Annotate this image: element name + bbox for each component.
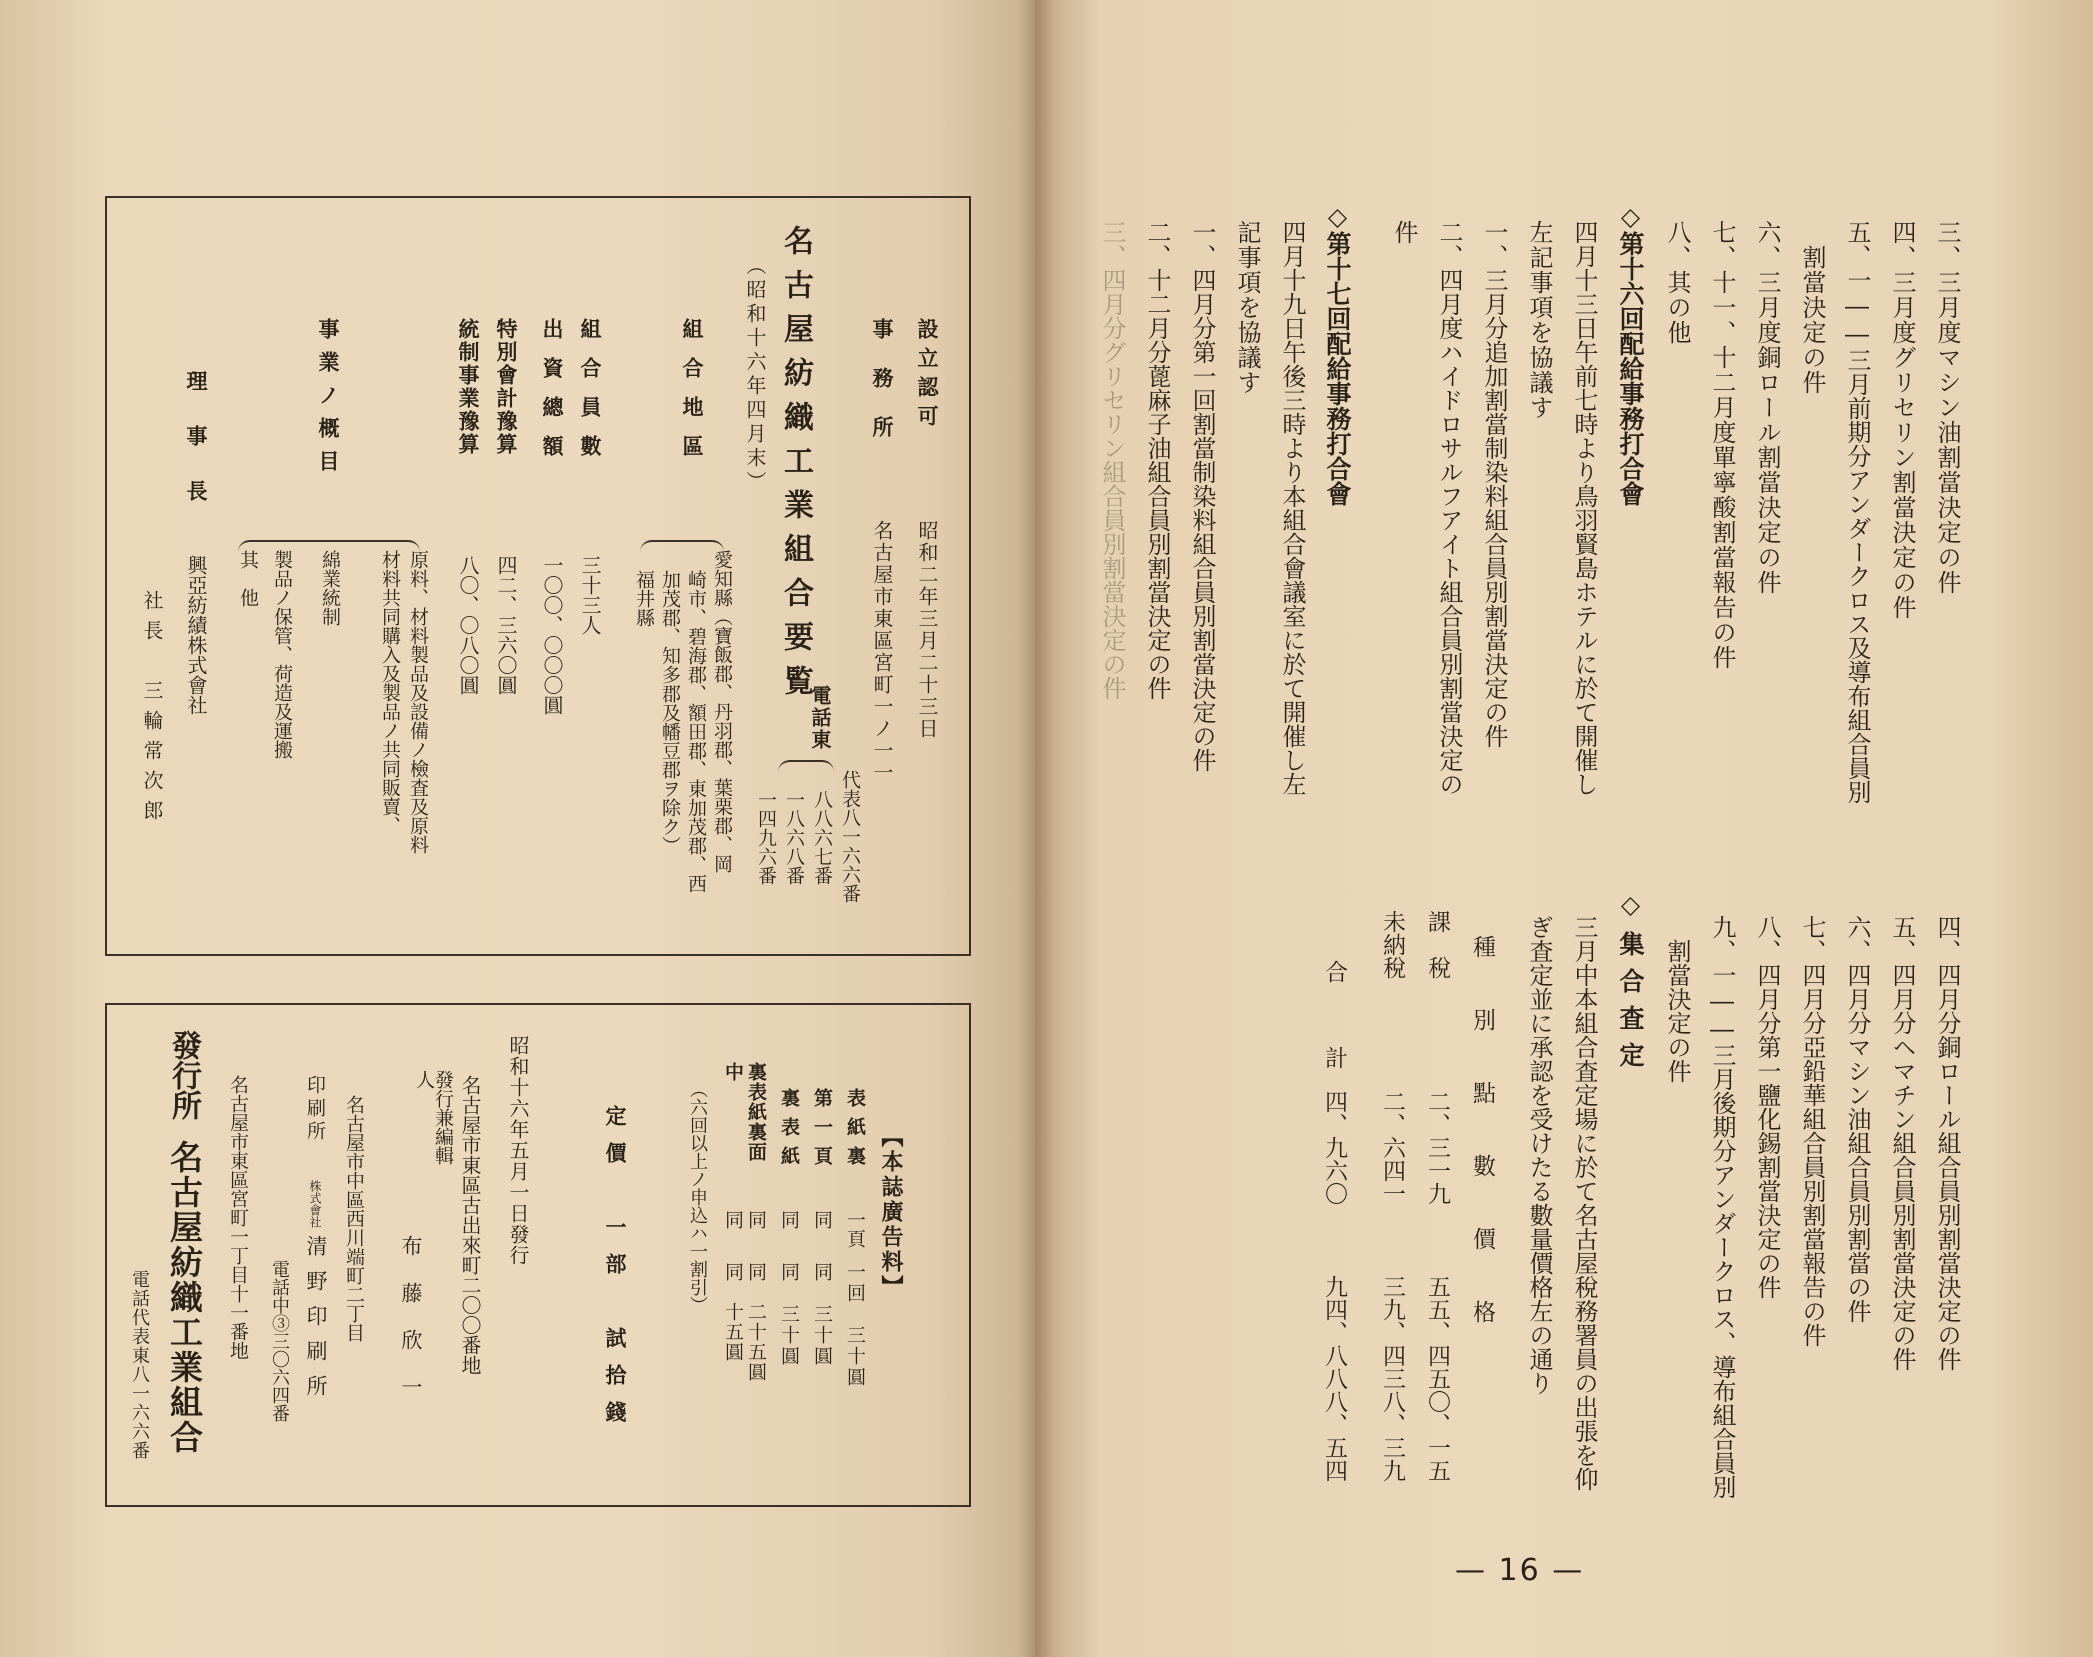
issuer-label: 發行所 <box>166 1030 201 1120</box>
label-capital: 出資總額 <box>540 318 565 474</box>
label-chairman: 理事長 <box>184 370 209 535</box>
right-line: 左記事項を協議す <box>1525 220 1553 420</box>
brace-district <box>640 540 724 552</box>
right-line: 五、一――三月前期分アンダークロス及導布組合員別 <box>1843 220 1871 804</box>
ads-title: 【本誌廣告料】 <box>878 1125 904 1300</box>
ad-size-2: 同 <box>811 1210 833 1229</box>
tax-header-cell: 價 <box>1469 1227 1495 1250</box>
editor-label: 發行兼編輯人 <box>413 1070 454 1165</box>
tax-kind: 課 稅 <box>1424 910 1450 979</box>
ad-item-1: 表紙裏 <box>844 1088 866 1175</box>
printer-name: 清野印刷所 <box>304 1235 328 1410</box>
tax-header-cell: 格 <box>1469 1300 1495 1323</box>
tax-price: 九四、八八八、五四 <box>1321 1275 1347 1482</box>
printer-label: 印刷所 <box>304 1075 326 1144</box>
right-line: 六、四月分マシン油組合員別割當の件 <box>1843 915 1871 1323</box>
tax-header-cell: 種 <box>1469 935 1495 958</box>
label-members: 組合員數 <box>578 318 603 474</box>
right-line: 六、三月度銅ロール割當決定の件 <box>1753 220 1781 595</box>
label-district: 組合地區 <box>680 318 705 474</box>
brace-business <box>238 540 420 552</box>
value-business-4: 製品ノ保管、荷造及運搬 <box>271 550 293 759</box>
value-district-5: 福井縣 <box>633 570 655 627</box>
ad-price-1: 一回 三十圓 <box>844 1262 866 1388</box>
right-line: 四月十三日午前七時より鳥羽賢島ホテルに於て開催し <box>1570 220 1598 796</box>
value-control-budget: 八〇、〇八〇圓 <box>456 555 480 695</box>
book-gutter <box>1018 0 1054 1657</box>
ad-price-4: 同 二十五圓 <box>745 1262 767 1382</box>
label-phone: 電話東 <box>808 685 832 751</box>
ad-size-5: 同 <box>722 1210 744 1229</box>
publisher-address: 名古屋市東區古出來町二〇〇番地 <box>458 1075 482 1375</box>
tax-kind: 未納稅 <box>1379 910 1405 979</box>
tax-price: 三九、四三八、三九 <box>1379 1275 1405 1482</box>
tax-header-cell: 數 <box>1469 1154 1495 1177</box>
value-business-2: 材料共同購入及製品ノ共同販賣、 <box>379 550 401 835</box>
value-district-3: 加茂郡、知多郡及幡豆郡ヲ除ク） <box>659 570 681 855</box>
right-line: 割當決定の件 <box>1663 915 1691 1083</box>
right-line: 五、四月分ヘマチン組合員別割當決定の件 <box>1888 915 1916 1371</box>
summary-subtitle: （昭和十六年四月末） <box>743 255 767 495</box>
value-members: 三十三人 <box>578 555 602 635</box>
value-capital: 一〇〇、〇〇〇圓 <box>540 555 564 715</box>
right-line: 一、四月分第一回割當制染料組合員別割當決定の件 <box>1188 220 1216 772</box>
section-heading-assessment: ◇集合査定 <box>1616 890 1645 1079</box>
ad-item-3: 裏表紙 <box>778 1088 800 1175</box>
label-control-budget: 統制事業豫算 <box>456 318 481 456</box>
value-phone-3: 一八六八番 <box>783 790 805 885</box>
value-chairman-company: 興亞紡績株式會社 <box>184 555 208 715</box>
ad-price-3: 同 三十圓 <box>778 1262 800 1367</box>
right-line: 一、三月分追加割當制染料組合員別割當決定の件 <box>1480 220 1508 748</box>
right-line: 四、三月度グリセリン割當決定の件 <box>1888 220 1916 620</box>
tax-header-cell: 點 <box>1469 1081 1495 1104</box>
value-district-2: 崎市、碧海郡、額田郡、東加茂郡、西 <box>685 570 707 893</box>
right-line: 七、十一、十二月度單寧酸割當報告の件 <box>1708 220 1736 670</box>
tax-kind: 合 計 <box>1321 960 1347 1089</box>
value-special-budget: 四二、三六〇圓 <box>494 555 518 695</box>
right-line: 八、四月分第一鹽化錫割當決定の件 <box>1753 915 1781 1299</box>
brace-phone <box>778 760 834 772</box>
ad-size-3: 同 <box>778 1210 800 1229</box>
issuer-name: 名古屋紡織工業組合 <box>165 1140 204 1455</box>
right-line: 二、四月度ハイドロサルフアイト組合員別割當決定の <box>1435 220 1463 796</box>
right-line-faded: 三、四月分グリセリン組合員別割當決定の件 <box>1098 220 1126 700</box>
editor-name: 布藤欣一 <box>399 1235 423 1423</box>
colophon-date: 昭和十六年五月一日發行 <box>506 1035 530 1266</box>
value-business-5: 其 他 <box>237 550 259 607</box>
tax-points: 二、三一九 <box>1424 1090 1450 1205</box>
right-line: 七、四月分亞鉛華組合員別割當報告の件 <box>1798 915 1826 1347</box>
printer-address: 名古屋市中區西川端町二丁目 <box>343 1095 365 1342</box>
page-number: — 16 — <box>1455 1553 1585 1588</box>
right-line: 四、四月分銅ロール組合員別割當決定の件 <box>1933 915 1961 1371</box>
tax-points: 四、九六〇 <box>1321 1090 1347 1205</box>
right-line: 二、十二月分蓖麻子油組合員別割當決定の件 <box>1143 220 1171 700</box>
right-line: 件 <box>1390 220 1418 244</box>
right-line: 九、一――三月後期分アンダークロス、導布組合員別 <box>1708 915 1736 1499</box>
printer-phone: 電話中③三〇六四番 <box>269 1260 290 1422</box>
right-line: 三月中本組合査定場に於て名古屋稅務署員の出張を仰 <box>1570 915 1598 1491</box>
right-line: 四月十九日午後三時より本組合會議室に於て開催し左 <box>1278 220 1306 796</box>
value-phone-2: 八八六七番 <box>811 790 833 885</box>
tax-header <box>1470 935 1493 1323</box>
ads-discount-note: （六回以上ノ申込ハ一割引） <box>687 1080 708 1314</box>
ad-price-5: 同 十五圓 <box>722 1262 744 1362</box>
right-line: 八、其の他 <box>1663 220 1691 345</box>
ad-price-2: 同 三十圓 <box>811 1262 833 1367</box>
issuer-phone: 電話代表東八一六六番 <box>129 1270 150 1460</box>
section-heading-16: ◇第十六回配給事務打合會 <box>1616 202 1645 506</box>
summary-title: 名古屋紡織工業組合要覧 <box>778 225 813 709</box>
tax-price: 五五、四五〇、一五 <box>1424 1275 1450 1482</box>
issuer-address: 名古屋市東區宮町一丁目十一番地 <box>227 1075 249 1360</box>
ad-item-4: 裏表紙裏面 <box>745 1062 767 1162</box>
label-special-budget: 特別會計豫算 <box>494 318 519 456</box>
ad-size-4: 同 <box>745 1210 767 1229</box>
printer-company-type: 株式會社 <box>308 1180 322 1228</box>
ad-item-2: 第一頁 <box>811 1088 833 1175</box>
right-line: 三、三月度マシン油割當決定の件 <box>1933 220 1961 595</box>
value-business-1: 原料、材料製品及設備ノ檢査及原料 <box>407 550 429 854</box>
tax-header-cell: 別 <box>1469 1008 1495 1031</box>
section-heading-17: ◇第十七回配給事務打合會 <box>1323 202 1352 506</box>
value-district-1: 愛知縣（寶飯郡、丹羽郡、葉栗郡、岡 <box>711 550 733 873</box>
price-label: 定價 一部 試拾錢 <box>603 1105 628 1438</box>
value-established: 昭和二年三月二十三日 <box>915 520 939 740</box>
right-line: 割當決定の件 <box>1798 220 1826 395</box>
value-business-3: 綿業統制 <box>319 550 341 626</box>
ad-size-1: 一頁 <box>844 1210 866 1248</box>
ad-item-5: 中 <box>722 1062 744 1081</box>
value-chairman-name: 社長 三輪常次郎 <box>140 590 164 830</box>
label-established: 設立認可 <box>915 318 940 434</box>
label-office: 事務所 <box>870 318 895 465</box>
value-phone-1: 代表八一六六番 <box>839 770 861 903</box>
right-line: ぎ査定並に承認を受けたる數量價格左の通り <box>1525 915 1553 1395</box>
label-business: 事業ノ概目 <box>316 318 341 483</box>
tax-points: 二、六四一 <box>1379 1090 1405 1205</box>
value-phone-4: 一四九六番 <box>755 790 777 885</box>
value-office: 名古屋市東區宮町一ノ一一 <box>870 520 894 784</box>
right-line: 記事項を協議す <box>1233 220 1261 395</box>
